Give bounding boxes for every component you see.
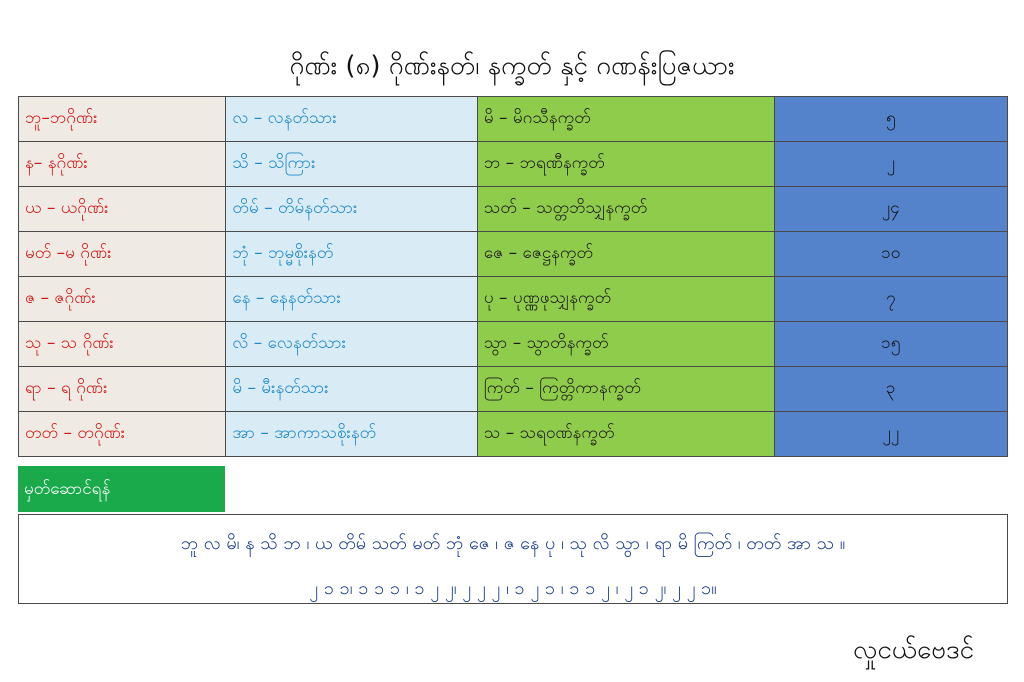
association-table — [18, 96, 1008, 457]
table-row — [19, 367, 1008, 412]
nakkhat-cell: ကြတ် – ကြတ္တိကာနက္ခတ် — [477, 367, 774, 412]
gaing-cell: မတ် –မ ဂိုဏ်း — [19, 232, 226, 277]
number-cell: ၃ — [774, 367, 1008, 412]
gaing-cell: ဘူ–ဘဂိုဏ်း — [19, 97, 226, 142]
number-cell: ၁၅ — [774, 322, 1008, 367]
page-title: ဂိုဏ်း (၈) ဂိုဏ်းနတ်၊ နက္ခတ် နှင့် ဂဏန်းပြဇယား — [289, 51, 735, 81]
table-row — [19, 412, 1008, 457]
nat-cell: လိ – လေနတ်သား — [226, 322, 478, 367]
nat-cell: နေ – နေနတ်သား — [226, 277, 478, 322]
number-cell: ၅ — [774, 97, 1008, 142]
table-row — [19, 187, 1008, 232]
nat-cell: တိမ် – တိမ်နတ်သား — [226, 187, 478, 232]
nat-cell: အာ – အာကာသစိုးနတ် — [226, 412, 478, 457]
gaing-cell: န– နဂိုဏ်း — [19, 142, 226, 187]
note-label: မှတ်ဆောင်ရန် — [18, 466, 225, 512]
number-cell: ၂၄ — [774, 187, 1008, 232]
nakkhat-cell: သွာ – သွာတိနက္ခတ် — [477, 322, 774, 367]
number-cell: ၂ — [774, 142, 1008, 187]
mnemonic-box — [18, 514, 1008, 604]
nakkhat-cell: သ – သရဝဏ်နက္ခတ် — [477, 412, 774, 457]
number-cell: ၇ — [774, 277, 1008, 322]
nakkhat-cell: မိ – မိဂသီနက္ခတ် — [477, 97, 774, 142]
number-cell: ၁၀ — [774, 232, 1008, 277]
nakkhat-cell: ဇေ – ဇေဋ္ဌနက္ခတ် — [477, 232, 774, 277]
mnemonic-line: ဘူ လ မိ၊ န သိ ဘ ၊ ယ တိမ် သတ် မတ် ဘုံ ဇေ ၊ ဇ နေ ပု ၊ သု လိ သွာ ၊ ရာ မိ ကြတ် ၊ တတ် အာ သ ။ — [180, 533, 846, 554]
gaing-cell: ယ – ယဂိုဏ်း — [19, 187, 226, 232]
table-row — [19, 232, 1008, 277]
table-row — [19, 277, 1008, 322]
nakkhat-cell: ပု – ပုဏ္ဏဖုသျှနက္ခတ် — [477, 277, 774, 322]
nakkhat-cell: ဘ – ဘရဏီနက္ခတ် — [477, 142, 774, 187]
table-row — [19, 142, 1008, 187]
nat-cell: မိ – မီးနတ်သား — [226, 367, 478, 412]
number-cell: ၂၂ — [774, 412, 1008, 457]
gaing-cell: တတ် – တဂိုဏ်း — [19, 412, 226, 457]
author-signature: လှုငယ်ဗေဒင် — [853, 635, 974, 665]
nakkhat-cell: သတ် – သတ္တဘိသျှနက္ခတ် — [477, 187, 774, 232]
gaing-cell: သု – သ ဂိုဏ်း — [19, 322, 226, 367]
nat-cell: ဘုံ – ဘုမ္မစိုးနတ် — [226, 232, 478, 277]
nat-cell: လ – လနတ်သား — [226, 97, 478, 142]
gaing-cell: ဇ – ဇဂိုဏ်း — [19, 277, 226, 322]
gaing-cell: ရာ – ရ ဂိုဏ်း — [19, 367, 226, 412]
table-row — [19, 97, 1008, 142]
mnemonic-numbers: ၂ ၁ ၁၊ ၁ ၁ ၁ ၊ ၁ ၂ ၂၊ ၂ ၂ ၂ ၊ ၁ ၂ ၁ ၊ ၁ ၁ ၂ ၊ ၂ ၁ ၂၊ ၂ ၂ ၁။ — [309, 578, 717, 599]
table-row — [19, 322, 1008, 367]
nat-cell: သိ – သိကြား — [226, 142, 478, 187]
